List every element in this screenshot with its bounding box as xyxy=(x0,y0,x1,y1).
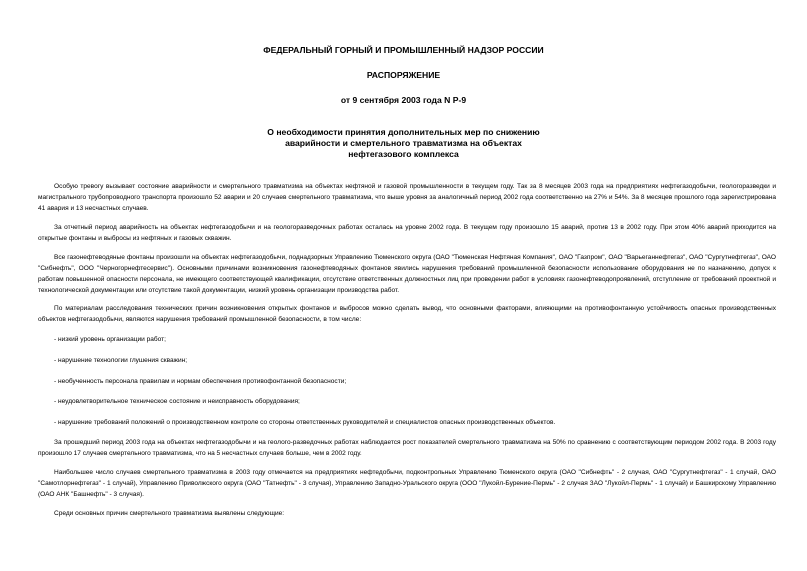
title-line: О необходимости принятия дополнительных мер по снижению xyxy=(267,127,540,137)
paragraph: Особую тревогу вызывает состояние аварийности и смертельного травматизма на объектах нефтяной и газовой промышленности в текущем году. Так за 8 месяцев 2003 года на предприятиях нефтегазодобычи, геологоразведки и магистрального трубопроводного транспорта произошло 52 аварии и 20 случаев смертельного травматизма, что выше уровня за аналогичный период 2002 года соответственно на 27% и 54%. За 8 месяцев прошлого года зарегистрирована 41 авария и 13 несчастных случаев. xyxy=(38,183,776,212)
paragraph: Наибольшее число случаев смертельного травматизма в 2003 году отмечается на предприятиях нефтедобычи, подконтрольных Управлению Тюменского округа (ОАО "Сибнефть" - 2 случая, ОАО "Сургутнефтегаз" - 1 случай, ОАО "Самотлорнефтегаз" - 1 случай), Управлению Приволжского округа (ОАО "Татнефть" - 3 случая), Управлению Западно-Уральского округа (ООО "Лукойл-Бурение-Пермь" - 2 случая ЗАО "Лукойл-Пермь" - 1 случай) и Башкирскому Управлению (ОАО АНК "Башнефть" - 3 случая). xyxy=(38,469,776,498)
paragraph: Среди основных причин смертельного травматизма выявлены следующие: xyxy=(54,510,285,517)
document-type: РАСПОРЯЖЕНИЕ xyxy=(366,70,441,80)
paragraph: За отчетный период аварийность на объектах нефтегазодобычи и на геологоразведочных работах осталась на уровне 2002 года. В текущем году произошло 15 аварий, против 13 в 2002 году. При этом 40% аварий приходится на открытые фонтаны и выбросы из нефтяных и газовых скважин. xyxy=(38,224,776,242)
agency-heading: ФЕДЕРАЛЬНЫЙ ГОРНЫЙ И ПРОМЫШЛЕННЫЙ НАДЗОР РОССИИ xyxy=(263,45,544,55)
list-item: - неудовлетворительное техническое состояние и неисправность оборудования; xyxy=(54,398,300,405)
list-item: - необученность персонала правилам и нормам обеспечения противофонтанной безопасности; xyxy=(54,378,347,385)
document-date-number: от 9 сентября 2003 года N Р-9 xyxy=(340,95,467,105)
title-line: аварийности и смертельного травматизма на объектах xyxy=(285,138,522,148)
paragraph: За прошедший период 2003 года на объектах нефтегазодобычи и на геолого-разведочных работах наблюдается рост показателей смертельного травматизма на 50% по сравнению с соответствующим периодом 2002 года. В 2003 году произошло 17 случаев смертельного травматизма, что на 5 несчастных случаев больше, чем в 2002 году. xyxy=(38,439,776,457)
list-item: - нарушение требований положений о производственном контроле со стороны ответственных руководителей и специалистов опасных производственных объектов. xyxy=(54,419,556,426)
paragraph: Все газонефтеводяные фонтаны произошли на объектах нефтегазодобычи, поднадзорных Управлению Тюменского округа (ОАО "Тюменская Нефтяная Компания", ОАО "Газпром", ОАО "Варьеганнефтегаз", ОАО "Сургутнефтегаз", ОАО "Сибнефть", ООО "Черногорнефтесервис"). Основными причинами возникновения газонефтеводяных фонтанов явились нарушения требований промышленной безопасности использование оборудования не по назначению, допуск к работам повышенной опасности персонала, не имеющего соответствующей квалификации, отсутствие ответственных должностных лиц при проведении работ в условиях газонефтеводопроявлений, отступление от требований проектной и технологической документации или отсутствие такой документации, низкий уровень организации производства работ. xyxy=(38,254,776,294)
paragraph: По материалам расследования технических причин возникновения открытых фонтанов и выбросов можно сделать вывод, что основными факторами, влияющими на противофонтанную устойчивость опасных производственных объектов нефтегазодобычи, являются нарушения требований промышленной безопасности, в том числе: xyxy=(38,305,776,323)
document-title xyxy=(0,127,807,160)
title-line: нефтегазового комплекса xyxy=(348,149,459,159)
list-item: - низкий уровень организации работ; xyxy=(54,336,166,343)
list-item: - нарушение технологии глушения скважин; xyxy=(54,357,188,364)
